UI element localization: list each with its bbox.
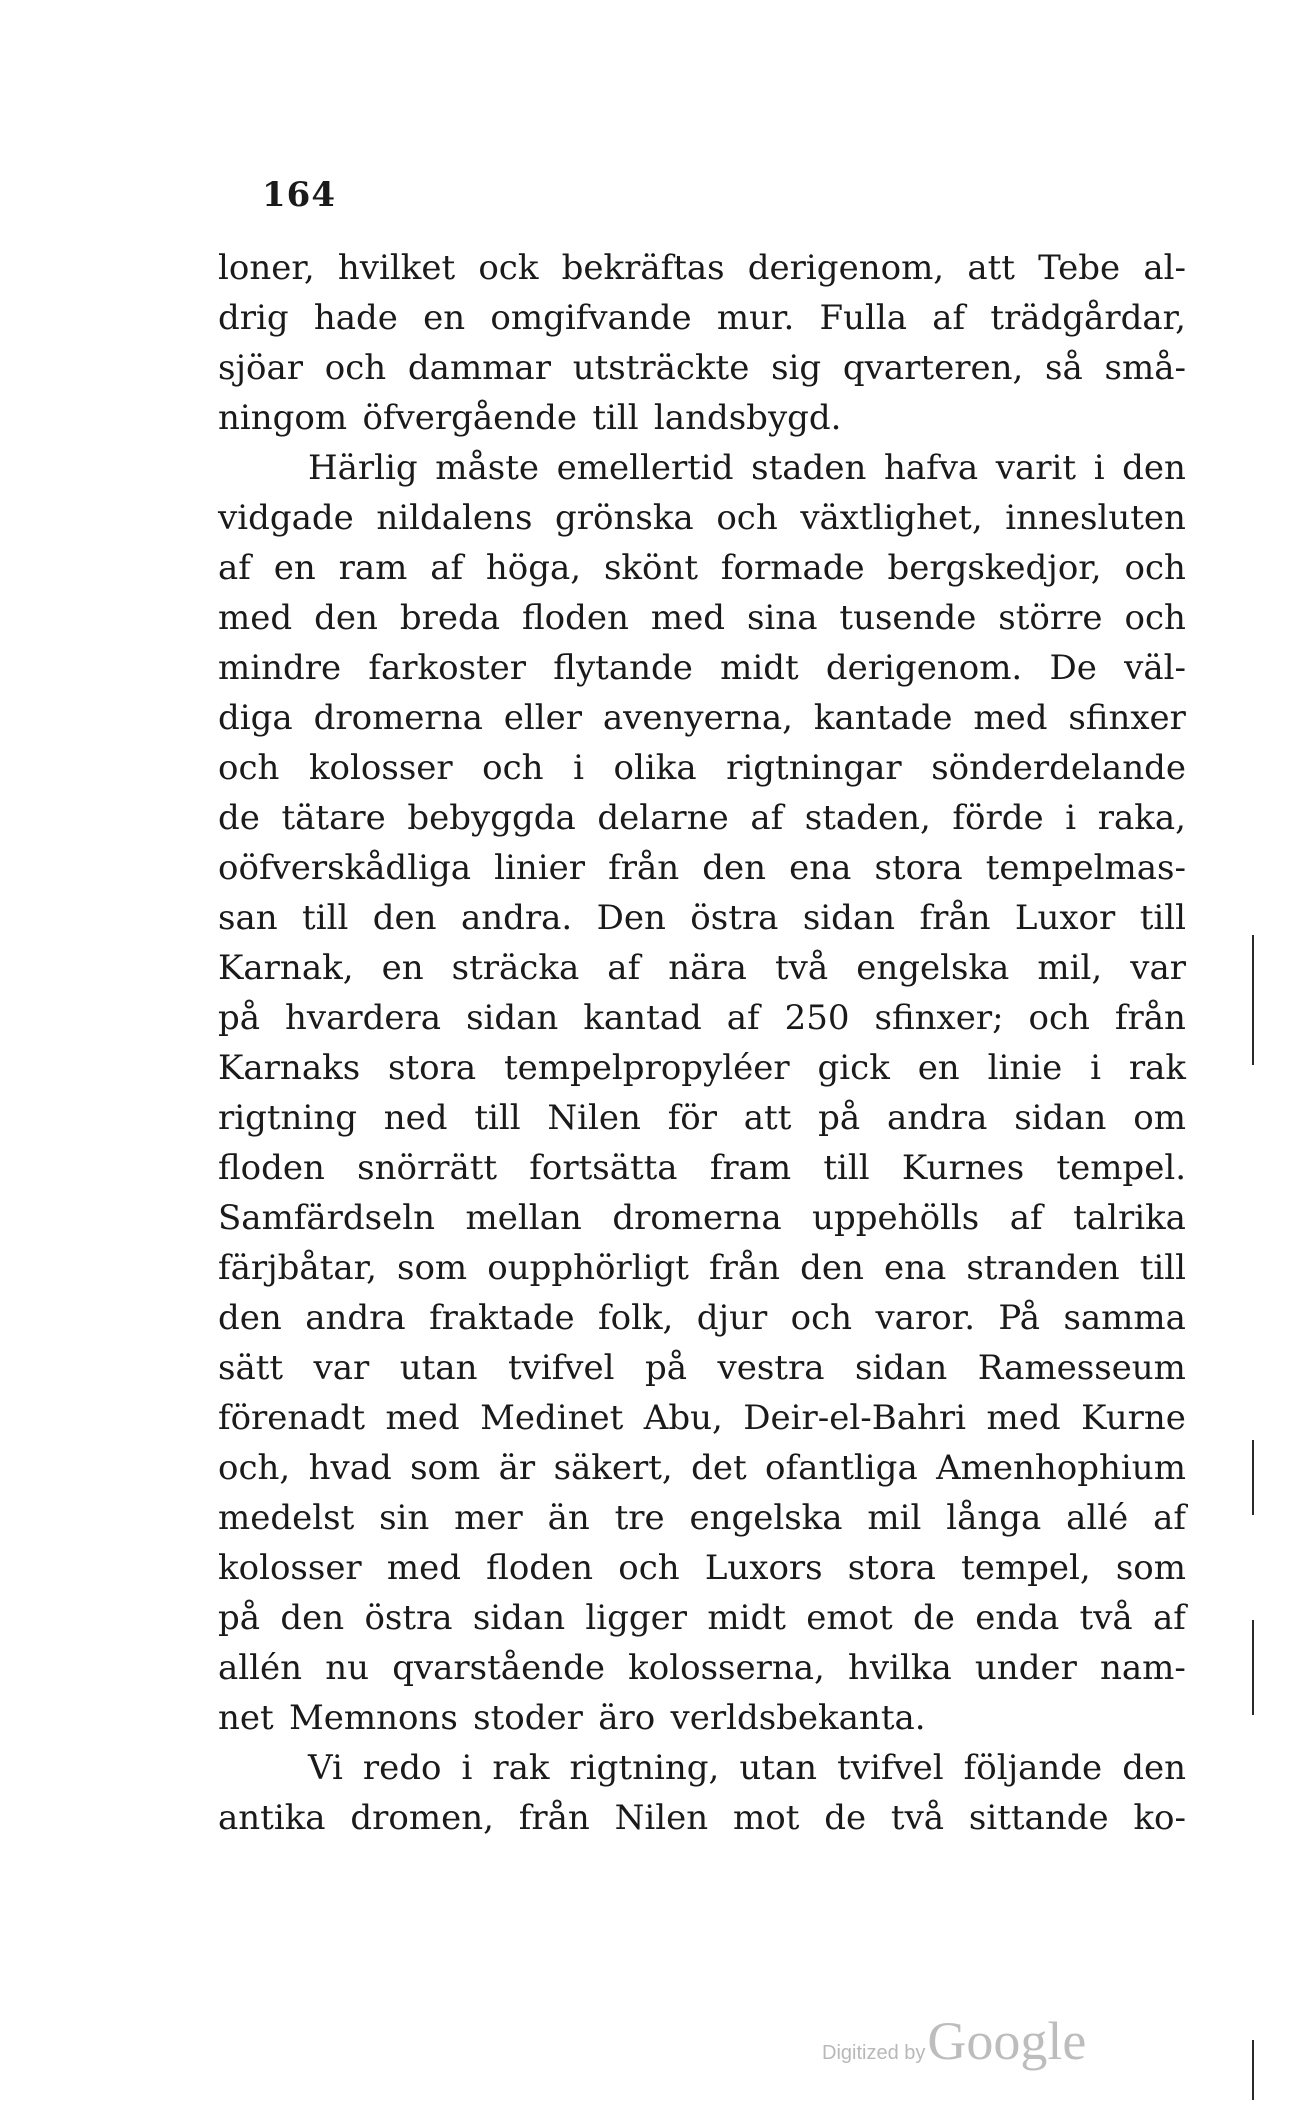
text-line	[218, 293, 1186, 343]
word: till	[1139, 1248, 1186, 1288]
word: folk,	[598, 1298, 674, 1338]
word: linier	[494, 848, 585, 888]
word: ock	[478, 248, 539, 288]
word: med	[650, 598, 726, 638]
page-number: 164	[262, 175, 336, 215]
word: andra.	[460, 898, 573, 938]
text-line	[218, 1043, 1186, 1093]
word: det	[691, 1448, 747, 1488]
text-line	[218, 1243, 1186, 1293]
word: rak	[1128, 1048, 1186, 1088]
word: formade	[720, 548, 865, 588]
word: qvarteren,	[842, 348, 1024, 388]
word: derigenom,	[747, 248, 945, 288]
word: gick	[817, 1048, 890, 1088]
word: fram	[709, 1148, 792, 1188]
word: att	[967, 248, 1015, 288]
word: mot	[733, 1798, 800, 1838]
word: bekräftas	[561, 248, 725, 288]
word: två	[774, 948, 829, 988]
text-line	[218, 1493, 1186, 1543]
word: med	[218, 598, 293, 638]
word: trädgårdar,	[990, 298, 1186, 338]
word: till	[1139, 898, 1186, 938]
word: andra	[305, 1298, 406, 1338]
word: öfvergående	[362, 398, 578, 438]
text-line	[218, 493, 1186, 543]
word: på	[645, 1348, 688, 1388]
text-line	[218, 643, 1186, 693]
word: kolosser	[308, 748, 453, 788]
word: innesluten	[1005, 498, 1186, 538]
word: dromerna	[313, 698, 483, 738]
word: var	[313, 1348, 370, 1388]
word: sidan	[466, 998, 559, 1038]
word: från	[1114, 998, 1186, 1038]
scan-edge-mark	[1252, 935, 1254, 1065]
text-line	[218, 793, 1186, 843]
text-line	[218, 343, 1186, 393]
paragraph	[218, 243, 1186, 443]
text-line	[218, 1543, 1186, 1593]
word: Kurne	[1081, 1398, 1186, 1438]
text-line	[218, 843, 1186, 893]
word: den	[280, 1598, 345, 1638]
word: Nilen	[547, 1098, 641, 1138]
word: en	[423, 298, 466, 338]
word: i	[461, 1748, 473, 1788]
word: midt	[720, 648, 799, 688]
word: farkoster	[368, 648, 527, 688]
word: östra	[364, 1598, 453, 1638]
word: för	[667, 1098, 717, 1138]
word: ningom	[218, 398, 348, 438]
word: en	[273, 548, 316, 588]
google-logo: Google	[927, 2011, 1087, 2071]
word: net	[218, 1698, 274, 1738]
word: ram	[338, 548, 408, 588]
word: som	[1115, 1548, 1186, 1588]
word: allé	[1066, 1498, 1129, 1538]
word: bergskedjor,	[887, 548, 1102, 588]
word: uppehölls	[812, 1198, 980, 1238]
word: en	[917, 1048, 960, 1088]
word: 250	[784, 998, 850, 1038]
word: fraktade	[429, 1298, 575, 1338]
word: som	[397, 1248, 468, 1288]
word: två	[1079, 1598, 1133, 1638]
word: rigtning	[218, 1098, 357, 1138]
word: engelska	[856, 948, 1010, 988]
word: nam-	[1100, 1648, 1186, 1688]
text-line	[218, 1793, 1186, 1843]
word: rigtning,	[569, 1748, 720, 1788]
word: nu	[325, 1648, 370, 1688]
word: af	[726, 998, 760, 1038]
word: staden,	[804, 798, 931, 838]
word: engelska	[689, 1498, 843, 1538]
word: till	[474, 1098, 521, 1138]
word: verldsbekanta.	[670, 1698, 926, 1738]
word: talrika	[1073, 1198, 1186, 1238]
word: oupphörligt	[487, 1248, 689, 1288]
watermark-prefix: Digitized by	[822, 2042, 926, 2064]
word: sjöar	[218, 348, 303, 388]
word: små-	[1104, 348, 1186, 388]
word: hvad	[308, 1448, 392, 1488]
word: och,	[218, 1448, 291, 1488]
word: olika	[613, 748, 697, 788]
word: derigenom.	[825, 648, 1023, 688]
word: mindre	[218, 648, 342, 688]
text-line	[218, 1743, 1186, 1793]
word: den	[800, 1248, 864, 1288]
word: loner,	[218, 248, 315, 288]
word: De	[1049, 648, 1097, 688]
word: kolosserna,	[628, 1648, 825, 1688]
scan-edge-mark	[1252, 1440, 1254, 1515]
word: På	[998, 1298, 1041, 1338]
word: flytande	[553, 648, 693, 688]
word: och	[618, 1548, 680, 1588]
text-line	[218, 743, 1186, 793]
word: Kurnes	[901, 1148, 1025, 1188]
word: samma	[1063, 1298, 1186, 1338]
word: den	[372, 898, 437, 938]
word: till	[592, 398, 639, 438]
word: sittande	[968, 1798, 1109, 1838]
word: sönderdelande	[931, 748, 1186, 788]
word: från	[608, 848, 680, 888]
word: väl-	[1124, 648, 1186, 688]
word: Den	[596, 898, 666, 938]
word: af	[750, 798, 784, 838]
word: Medinet	[480, 1398, 624, 1438]
word: af	[430, 548, 464, 588]
word: qvarstående	[392, 1648, 605, 1688]
word: staden	[751, 448, 867, 488]
text-line	[218, 1593, 1186, 1643]
word: sidan	[854, 1348, 948, 1388]
paragraph	[218, 1743, 1186, 1843]
word: sidan	[802, 898, 896, 938]
word: af	[932, 298, 966, 338]
word: emot	[806, 1598, 893, 1638]
body-text	[218, 243, 1186, 1843]
word: den	[218, 1298, 282, 1338]
word: mer	[454, 1498, 523, 1538]
text-line	[218, 1693, 1186, 1743]
text-line	[218, 893, 1186, 943]
word: Ramesseum	[977, 1348, 1186, 1388]
word: och	[218, 748, 280, 788]
word: sidan	[1014, 1098, 1107, 1138]
word: af	[218, 548, 251, 588]
word: dammar	[407, 348, 551, 388]
word: midt	[707, 1598, 786, 1638]
word: antika	[218, 1798, 326, 1838]
text-line	[218, 443, 1186, 493]
word: Vi	[308, 1748, 343, 1788]
word: ko-	[1133, 1798, 1186, 1838]
word: utan	[739, 1748, 818, 1788]
word: på	[818, 1098, 861, 1138]
word: af	[1009, 1198, 1043, 1238]
word: tempel,	[961, 1548, 1091, 1588]
word: varor.	[875, 1298, 975, 1338]
word: hade	[313, 298, 398, 338]
word: än	[547, 1498, 590, 1538]
word: förenadt	[218, 1398, 366, 1438]
word: ligger	[585, 1598, 688, 1638]
word: utan	[399, 1348, 478, 1388]
word: tempelpropyléer	[504, 1048, 790, 1088]
word: kantade	[813, 698, 953, 738]
paragraph	[218, 443, 1186, 1743]
word: Samfärdseln	[218, 1198, 436, 1238]
word: sträcka	[451, 948, 580, 988]
text-line	[218, 243, 1186, 293]
word: omgifvande	[490, 298, 692, 338]
word: så	[1045, 348, 1083, 388]
word: af	[607, 948, 641, 988]
word: Abu,	[643, 1398, 723, 1438]
word: ena	[883, 1248, 947, 1288]
word: tempelmas-	[985, 848, 1186, 888]
word: floden	[218, 1148, 325, 1188]
word: djur	[696, 1298, 768, 1338]
word: är	[498, 1448, 536, 1488]
word: under	[974, 1648, 1077, 1688]
word: stora	[388, 1048, 477, 1088]
word: följande	[963, 1748, 1103, 1788]
word: och	[716, 498, 778, 538]
word: kantad	[583, 998, 702, 1038]
word: hafva	[883, 448, 979, 488]
word: de	[913, 1598, 955, 1638]
word: sfinxer	[1068, 698, 1186, 738]
word: som	[410, 1448, 481, 1488]
word: utsträckte	[572, 348, 750, 388]
word: var	[1130, 948, 1186, 988]
word: kolosser	[218, 1548, 362, 1588]
word: de	[824, 1798, 867, 1838]
word: tätare	[281, 798, 386, 838]
word: och	[1124, 548, 1186, 588]
text-line	[218, 993, 1186, 1043]
word: mil,	[1037, 948, 1103, 988]
word: Nilen	[614, 1798, 709, 1838]
word: måste	[435, 448, 540, 488]
text-line	[218, 1093, 1186, 1143]
word: mur.	[716, 298, 795, 338]
word: mellan	[465, 1198, 582, 1238]
word: Härlig	[308, 448, 418, 488]
word: sfinxer;	[874, 998, 1004, 1038]
word: stora	[874, 848, 963, 888]
word: hvilket	[337, 248, 456, 288]
word: två	[890, 1798, 945, 1838]
word: breda	[399, 598, 501, 638]
word: delarne	[597, 798, 729, 838]
word: med	[986, 1398, 1061, 1438]
word: fortsätta	[529, 1148, 678, 1188]
word: emellertid	[556, 448, 734, 488]
word: allén	[218, 1648, 303, 1688]
word: Amenhophium	[936, 1448, 1186, 1488]
word: och	[1124, 598, 1186, 638]
word: hvardera	[285, 998, 442, 1038]
text-line	[218, 1143, 1186, 1193]
word: ofantliga	[765, 1448, 918, 1488]
word: oöfverskådliga	[218, 848, 471, 888]
word: en	[381, 948, 424, 988]
word: linie	[987, 1048, 1063, 1088]
digitized-watermark	[822, 2010, 1086, 2072]
word: medelst	[218, 1498, 355, 1538]
word: den	[702, 848, 767, 888]
word: från	[709, 1248, 781, 1288]
word: tre	[614, 1498, 665, 1538]
word: och	[790, 1298, 853, 1338]
word: Memnons	[288, 1698, 458, 1738]
word: eller	[503, 698, 582, 738]
word: rak	[492, 1748, 550, 1788]
word: sina	[746, 598, 818, 638]
word: rigtningar	[726, 748, 902, 788]
word: till	[823, 1148, 870, 1188]
word: ena	[789, 848, 852, 888]
word: Luxor	[1014, 898, 1116, 938]
word: säkert,	[553, 1448, 673, 1488]
word: sig	[771, 348, 822, 388]
text-line	[218, 1293, 1186, 1343]
text-line	[218, 693, 1186, 743]
word: i	[573, 748, 584, 788]
word: stranden	[966, 1248, 1120, 1288]
word: i	[1093, 448, 1105, 488]
word: dromen,	[350, 1798, 494, 1838]
word: tempel.	[1056, 1148, 1186, 1188]
word: och	[482, 748, 544, 788]
word: avenyerna,	[602, 698, 793, 738]
word: bebyggda	[407, 798, 576, 838]
word: växtlighet,	[800, 498, 983, 538]
word: med	[973, 698, 1048, 738]
word: från	[518, 1798, 590, 1838]
word: hvilka	[848, 1648, 952, 1688]
word: enda	[975, 1598, 1060, 1638]
word: från	[919, 898, 991, 938]
word: sin	[379, 1498, 430, 1538]
word: skönt	[603, 548, 699, 588]
word: den	[1122, 1748, 1186, 1788]
word: sidan	[472, 1598, 566, 1638]
word: i	[1065, 798, 1077, 838]
word: raka,	[1097, 798, 1186, 838]
word: till	[302, 898, 349, 938]
word: tusende	[839, 598, 977, 638]
word: östra	[690, 898, 779, 938]
text-line	[218, 393, 1186, 443]
word: den	[1122, 448, 1186, 488]
word: tvifvel	[507, 1348, 615, 1388]
word: snörrätt	[357, 1148, 498, 1188]
word: och	[1028, 998, 1090, 1038]
word: äro	[598, 1698, 656, 1738]
word: dromerna	[612, 1198, 782, 1238]
word: den	[314, 598, 378, 638]
word: stora	[847, 1548, 936, 1588]
word: sätt	[218, 1348, 284, 1388]
word: Karnak,	[218, 948, 354, 988]
word: nära	[668, 948, 747, 988]
word: med	[385, 1398, 460, 1438]
word: förde	[952, 798, 1044, 838]
word: grönska	[555, 498, 694, 538]
word: vidgade	[218, 498, 354, 538]
word: på	[218, 1598, 261, 1638]
scan-edge-mark	[1252, 2040, 1254, 2100]
text-line	[218, 1393, 1186, 1443]
word: ned	[383, 1098, 448, 1138]
word: andra	[886, 1098, 988, 1138]
scan-edge-mark	[1252, 1620, 1254, 1715]
word: Luxors	[704, 1548, 823, 1588]
word: i	[1090, 1048, 1101, 1088]
word: på	[218, 998, 261, 1038]
word: med	[386, 1548, 461, 1588]
word: de	[218, 798, 260, 838]
word: färjbåtar,	[218, 1248, 377, 1288]
word: om	[1133, 1098, 1186, 1138]
word: diga	[218, 698, 293, 738]
text-line	[218, 543, 1186, 593]
text-line	[218, 943, 1186, 993]
word: floden	[521, 598, 629, 638]
word: san	[218, 898, 278, 938]
word: större	[998, 598, 1103, 638]
text-line	[218, 1443, 1186, 1493]
text-line	[218, 1193, 1186, 1243]
word: drig	[218, 298, 289, 338]
word: al-	[1143, 248, 1186, 288]
word: vestra	[717, 1348, 825, 1388]
word: af	[1153, 1498, 1186, 1538]
word: landsbygd.	[653, 398, 842, 438]
word: af	[1153, 1598, 1186, 1638]
word: långa	[946, 1498, 1042, 1538]
word: varit	[995, 448, 1077, 488]
word: Deir-el-Bahri	[743, 1398, 967, 1438]
word: nildalens	[376, 498, 533, 538]
text-line	[218, 1343, 1186, 1393]
word: floden	[486, 1548, 594, 1588]
word: att	[743, 1098, 792, 1138]
word: och	[324, 348, 387, 388]
word: Fulla	[819, 298, 908, 338]
word: stoder	[473, 1698, 583, 1738]
word: redo	[362, 1748, 442, 1788]
text-line	[218, 1643, 1186, 1693]
word: mil	[867, 1498, 922, 1538]
word: Karnaks	[218, 1048, 361, 1088]
word: höga,	[485, 548, 582, 588]
word: tvifvel	[837, 1748, 944, 1788]
text-line	[218, 593, 1186, 643]
word: Tebe	[1038, 248, 1121, 288]
